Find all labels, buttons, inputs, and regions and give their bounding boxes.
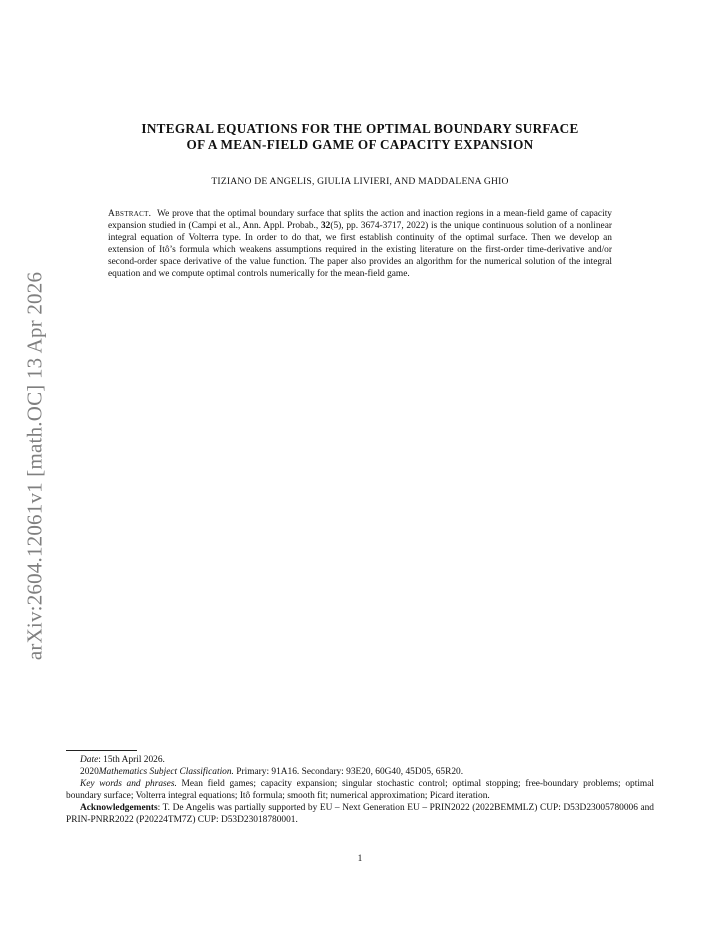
page-number: 1 — [357, 854, 363, 864]
arxiv-identifier-stamp: arXiv:2604.12061v1 [math.OC] 13 Apr 2026 — [22, 271, 47, 661]
abstract-volume-number: 32 — [320, 221, 331, 232]
abstract-label: Abstract. — [108, 209, 152, 219]
msc-label: Mathematics Subject Classification. — [98, 767, 234, 778]
msc-prefix: 2020 — [80, 767, 99, 778]
keywords-value: Mean field games; capacity expansion; singular stochastic control; optimal stopping; free-boundary problems; optimal boundary surface; Volterra integral equations; Itô formula; smooth fit; numerical approximation; Picard iteration. — [66, 779, 654, 802]
msc-footnote — [66, 766, 654, 778]
abstract-text-part-2: (5), pp. 3674-3717, 2022) is the unique continuous solution of a nonlinear integral equation of Volterra type. In order to do that, we first establish continuity of the optimal surface. Then we develop an extension of Itô’s formula which weakens assumptions required in the existing literature on the first-order time-derivative and/or second-order space derivative of the value function. The paper also provides an algorithm for the numerical solution of the integral equation and we compute optimal controls numerically for the mean-field game. — [108, 221, 612, 280]
msc-value: Primary: 91A16. Secondary: 93E20, 60G40, 45D05, 65R20. — [233, 767, 464, 778]
footnote-divider — [66, 750, 137, 751]
date-value: : 15th April 2026. — [98, 755, 165, 765]
date-footnote — [66, 754, 654, 766]
paper-title-line-2: OF A MEAN-FIELD GAME OF CAPACITY EXPANSION — [186, 137, 534, 152]
paper-title-line-1: INTEGRAL EQUATIONS FOR THE OPTIMAL BOUNDARY SURFACE — [141, 121, 579, 136]
abstract — [108, 208, 612, 281]
date-label: Date — [80, 755, 99, 765]
acknowledgements-label: Acknowledgements — [80, 803, 158, 814]
acknowledgements-value: : T. De Angelis was partially supported by EU – Next Generation EU – PRIN2022 (2022BEMMLZ) CUP: D53D23005780006 and PRIN-PNRR2022 (P20224TM7Z) CUP: D53D23018780001. — [66, 803, 654, 826]
keywords-footnote — [66, 778, 654, 802]
paper-title — [80, 121, 640, 153]
keywords-label: Key words and phrases. — [80, 779, 177, 790]
acknowledgements-footnote — [66, 802, 654, 826]
author-list: TIZIANO DE ANGELIS, GIULIA LIVIERI, AND MADDALENA GHIO — [211, 176, 509, 187]
abstract-text-part-1: We prove that the optimal boundary surface that splits the action and inaction regions in a mean-field game of capacity expansion studied in (Campi et al., Ann. Appl. Probab., — [108, 209, 612, 232]
footnotes — [66, 754, 654, 827]
